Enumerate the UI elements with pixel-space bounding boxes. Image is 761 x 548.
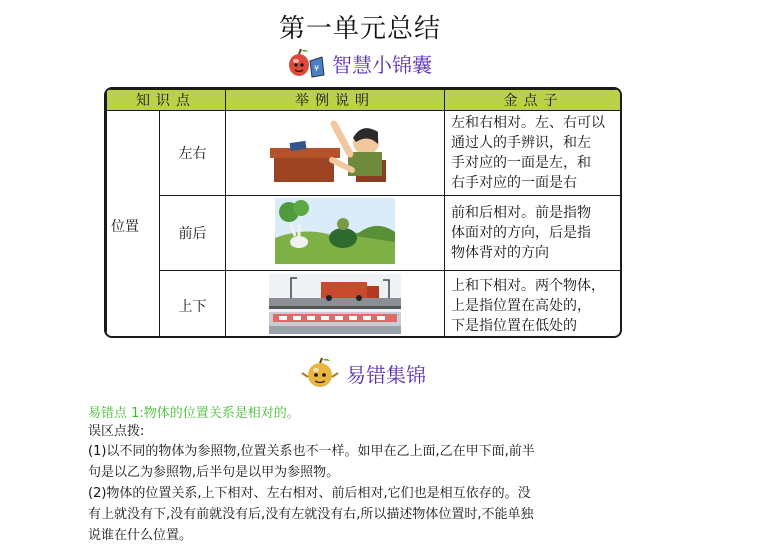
analysis-line: 说谁在什么位置。	[88, 528, 193, 543]
section-heading-tips	[286, 47, 432, 79]
header-example: 举例说明	[226, 90, 445, 111]
picture-front-back	[226, 196, 445, 271]
note-line: 下是指位置在低处的	[451, 318, 577, 334]
note-line: 通过人的手辨识，和左	[451, 135, 591, 151]
picture-left-right	[226, 111, 445, 196]
note-front-back	[445, 196, 623, 271]
note-line: 物体背对的方向	[451, 245, 549, 261]
header-knowledge-point: 知识点	[107, 90, 226, 111]
error-point-title: 易错点 1:物体的位置关系是相对的。	[88, 406, 300, 421]
analysis-paragraph	[88, 441, 648, 546]
sub-up-down: 上下	[160, 271, 226, 339]
note-line: 手对应的一面是左，和	[451, 155, 591, 171]
analysis-line: (1)以不同的物体为参照物,位置关系也不一样。如甲在乙上面,乙在甲下面,前半	[88, 444, 535, 459]
sub-front-back: 前后	[160, 196, 226, 271]
truck-on-bridge-icon	[269, 274, 401, 334]
analysis-line: 句是以乙为参照物,后半句是以甲为参照物。	[88, 465, 340, 480]
note-line: 体面对的方向，后是指	[451, 225, 591, 241]
note-line: 上和下相对。两个物体，	[451, 278, 605, 294]
note-line: 上是指位置在高处的，	[451, 298, 591, 314]
note-line: 左和右相对。左、右可以	[451, 115, 605, 131]
section-label-tips: 智慧小锦囊	[332, 52, 432, 77]
note-left-right	[445, 111, 623, 196]
analysis-heading: 误区点拨:	[88, 424, 145, 439]
note-line: 前和后相对。前是指物	[451, 205, 591, 221]
child-at-desk-icon	[270, 120, 400, 182]
section-heading-errors	[300, 357, 426, 389]
analysis-line: 有上就没有下,没有前就没有后,没有左就没有右,所以描述物体位置时,不能单独	[88, 507, 534, 522]
note-up-down	[445, 271, 623, 339]
category-cell: 位置	[107, 111, 160, 339]
apple-mascot-with-bag-icon	[286, 47, 326, 79]
svg-text:¥: ¥	[314, 64, 320, 73]
sub-left-right: 左右	[160, 111, 226, 196]
page-title: 第一单元总结	[278, 14, 441, 44]
header-golden-idea: 金点子	[445, 90, 623, 111]
picture-up-down	[226, 271, 445, 339]
section-label-errors: 易错集锦	[346, 362, 426, 387]
apple-mascot-icon	[300, 357, 340, 389]
analysis-line: (2)物体的位置关系,上下相对、左右相对、前后相对,它们也是相互依存的。没	[88, 486, 531, 501]
turtle-and-rabbit-icon	[275, 198, 395, 264]
note-line: 右手对应的一面是右	[451, 175, 577, 191]
summary-table	[104, 87, 622, 338]
